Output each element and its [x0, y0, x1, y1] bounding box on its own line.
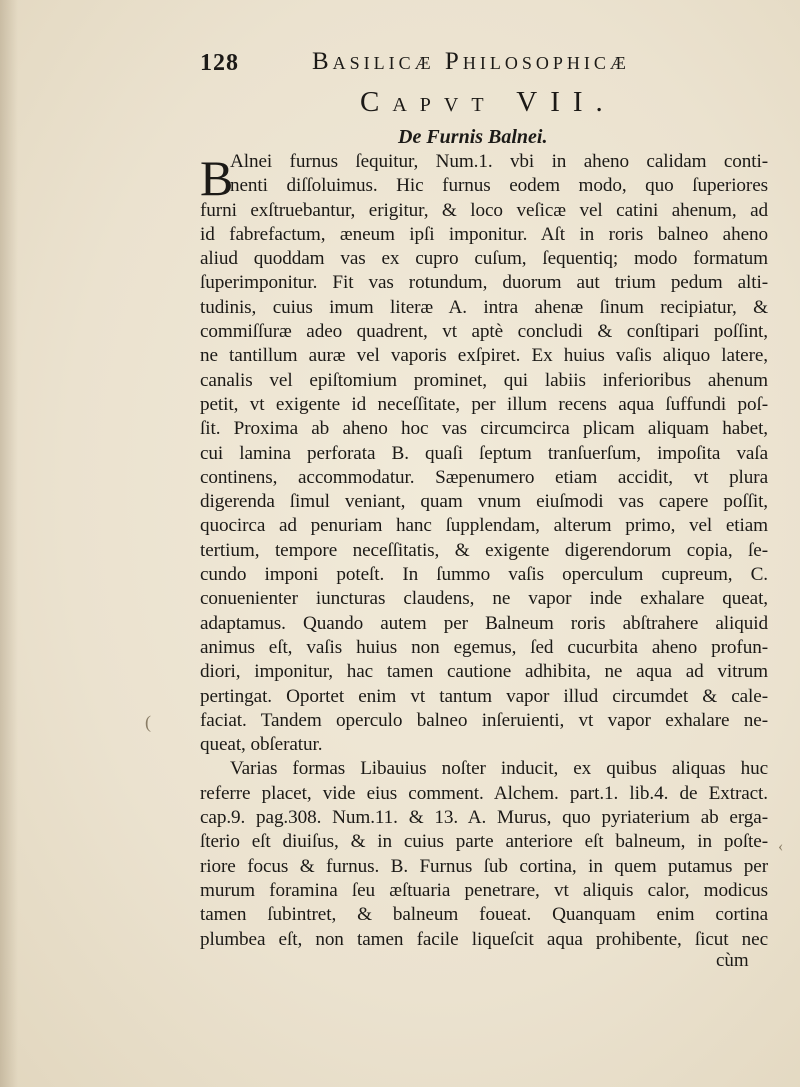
text-line: furni exſtruebantur, erigitur, & loco veſicæ vel catini ahenum, ad: [200, 199, 768, 221]
text-line: continens, accommodatur. Sæpenumero etiam accidit, vt plura: [200, 466, 768, 488]
running-title: Basilicæ Philosophicæ: [312, 48, 630, 75]
text-line: Varias formas Libauius noſter inducit, ex quibus aliquas huc: [230, 758, 768, 780]
drop-cap: B: [200, 150, 234, 206]
text-line: cui lamina perforata B. quaſi ſeptum tranſuerſum, impoſita vaſa: [200, 442, 768, 464]
catchword: cùm: [716, 950, 749, 971]
text-line: conuenienter iuncturas claudens, ne vapor inde exhalare queat,: [200, 588, 768, 610]
page-header: [200, 48, 760, 84]
text-line: murum foramina ſeu æſtuaria penetrare, vt aliquis calor, modicus: [200, 879, 768, 901]
margin-mark: ‹: [778, 838, 784, 855]
text-line: diori, imponitur, hac tamen cautione adhibita, ne aqua ad vitrum: [200, 661, 768, 683]
text-line: ſterio eſt diuiſus, & in cuius parte anteriore eſt balneum, in poſte-: [200, 831, 768, 853]
text-line: referre placet, vide eius comment. Alchem. part.1. lib.4. de Extract.: [200, 782, 768, 804]
page-number: 128: [200, 50, 239, 76]
text-line: riore focus & furnus. B. Furnus ſub cortina, in quem putamus per: [200, 855, 768, 877]
text-line: plumbea eſt, non tamen facile liqueſcit aqua prohibente, ſicut nec: [200, 928, 768, 950]
text-line: petit, vt exigente id neceſſitate, per illum recens aqua ſuffundi poſ-: [200, 393, 768, 415]
text-line: aliud quoddam vas ex cupro cuſum, ſequentiq; modo formatum: [200, 248, 768, 270]
text-line: tertium, tempore neceſſitatis, & exigente digerendorum copia, ſe-: [200, 539, 768, 561]
text-line: commiſſuræ adeo quadrent, vt aptè concludi & conſtipari poſſint,: [200, 321, 768, 343]
text-line: Alnei furnus ſequitur, Num.1. vbi in aheno calidam conti-: [230, 151, 768, 172]
body-text: [200, 150, 768, 952]
chapter-title: Capvt VII.: [360, 86, 616, 118]
text-line: id fabrefactum, æneum ipſi imponitur. Aſt in roris balneo aheno: [200, 223, 768, 245]
gutter-shadow: [0, 0, 18, 1087]
text-line: animus eſt, vaſis huius non egemus, ſed cucurbita aheno profun-: [200, 636, 768, 658]
margin-mark: (: [145, 712, 151, 732]
section-title: De Furnis Balnei.: [398, 126, 548, 148]
text-line: pertingat. Oportet enim vt tantum vapor illud circumdet & cale-: [200, 685, 768, 707]
text-line: quocirca ad penuriam hanc ſupplendam, alterum primo, vel etiam: [200, 515, 768, 537]
text-line: cap.9. pag.308. Num.11. & 13. A. Murus, quo pyriaterium ab erga-: [200, 807, 768, 829]
text-line: digerenda ſimul veniant, quam vnum eiuſmodi vas capere poſſit,: [200, 491, 768, 513]
text-line: faciat. Tandem operculo balneo inſeruienti, vt vapor exhalare ne-: [200, 709, 768, 731]
text-line: canalis vel epiſtomium prominet, qui labiis inferioribus ahenum: [200, 369, 768, 391]
text-line: ſit. Proxima ab aheno hoc vas circumcirca plicam aliquam habet,: [200, 418, 768, 440]
text-line: ne tantillum auræ vel vaporis exſpiret. Ex huius vaſis aliquo latere,: [200, 345, 768, 367]
text-line: ſuperimponitur. Fit vas rotundum, duorum aut trium pedum alti-: [200, 272, 768, 294]
text-line: adaptamus. Quando autem per Balneum roris abſtrahere aliquid: [200, 612, 768, 634]
text-line: queat, obſeratur.: [200, 734, 323, 756]
text-line: cundo imponi poteſt. In ſummo vaſis operculum cupreum, C.: [200, 564, 768, 586]
text-line: tudinis, cuius imum literæ A. intra ahenæ ſinum recipiatur, &: [200, 296, 768, 318]
text-line: nenti diſſoluimus. Hic furnus eodem modo, quo ſuperiores: [230, 175, 768, 197]
text-line: tamen ſubintret, & balneum foueat. Quanquam enim cortina: [200, 904, 768, 926]
